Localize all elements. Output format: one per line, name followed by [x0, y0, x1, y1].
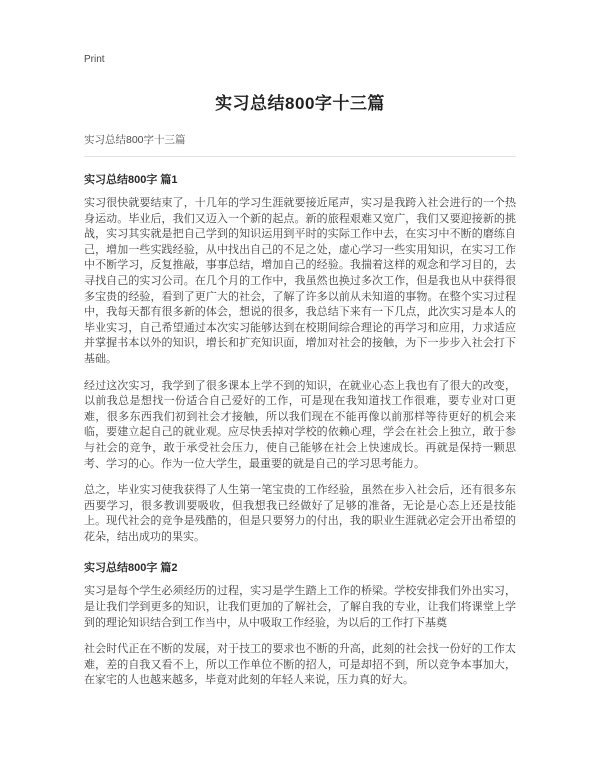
paragraph: 实习是每个学生必须经历的过程，实习是学生踏上工作的桥梁。学校安排我们外出实习，是让我们学到更多的知识，让我们更加的了解社会，了解自我的专业，让我们将课堂上学到的理论知识结合到工作当中，从中吸取工作经验，为以后的工作打下基奠	[84, 585, 516, 629]
document-subtitle: 实习总结800字十三篇	[84, 132, 516, 157]
paragraph: 社会时代正在不断的发展，对于技工的要求也不断的升高，此刻的社会找一份好的工作太难，差的自我又看不上，所以工作单位不断的招人，可是却招不到，所以竞争本事加大，在家宅的人也越来越多，毕竟对此刻的年轻人来说，压力真的好大。	[84, 643, 516, 687]
section-2-heading: 实习总结800字 篇2	[84, 562, 178, 575]
print-button[interactable]: Print	[84, 54, 105, 65]
paragraph: 总之，毕业实习使我获得了人生第一笔宝贵的工作经验，虽然在步入社会后，还有很多东西要学习，很多教训要吸收，但我想我已经做好了足够的准备，无论是心态上还是技能上。现代社会的竞争是残酷的，但是只要努力的付出，我的职业生涯就必定会开出希望的花朵，结出成功的果实。	[84, 484, 516, 543]
section-1-heading: 实习总结800字 篇1	[84, 174, 178, 186]
paragraph: 实习很快就要结束了，十几年的学习生涯就要接近尾声，实习是我跨入社会进行的一个热身运动。毕业后，我们又迈入一个新的起点。新的旅程艰难又宽广，我们又要迎接新的挑战，实习其实就是把自己学到的知识运用到平时的实际工作中去，在实习中不断的磨练自己，增加一些实践经验，从中找出自己的不足之处，虚心学习一些实用知识，在实习工作中不断学习，反复推敲，事事总结，增加自己的经验。我揣着这样的观念和学习目的，去寻找自己的实习公司。在几个月的工作中，我虽然也换过多次工作，但是我也从中获得很多宝贵的经验，看到了更广大的社会，了解了许多以前从未知道的事物。在整个实习过程中，我每天都有很多新的体会，想说的很多，我总结下来有一下几点，此次实习是本人的毕业实习，自己希望通过本次实习能够达到在校期间综合理论的再学习和应用，力求适应并掌握书本以外的知识，增长和扩充知识面，增加对社会的接触，为下一步步入社会打下基础。	[84, 197, 516, 365]
section-1	[84, 171, 516, 545]
paragraph: 经过这次实习，我学到了很多课本上学不到的知识，在就业心态上我也有了很大的改变，以前我总是想找一份适合自己爱好的工作，可是现在我知道找工作很难，要专业对口更难，很多东西我们初到社会才接触，所以我们现在不能再像以前那样等待更好的机会来临，要建立起自己的就业观。应尽快丢掉对学校的依赖心理，学会在社会上独立，敢于参与社会的竞争，敢于承受社会压力，使自己能够在社会上快速成长。再就是保持一颗思考、学习的心。作为一位大学生，最重要的就是自己的学习思考能力。	[84, 379, 516, 470]
section-2	[84, 559, 516, 689]
page-title: 实习总结800字十三篇	[215, 94, 385, 113]
